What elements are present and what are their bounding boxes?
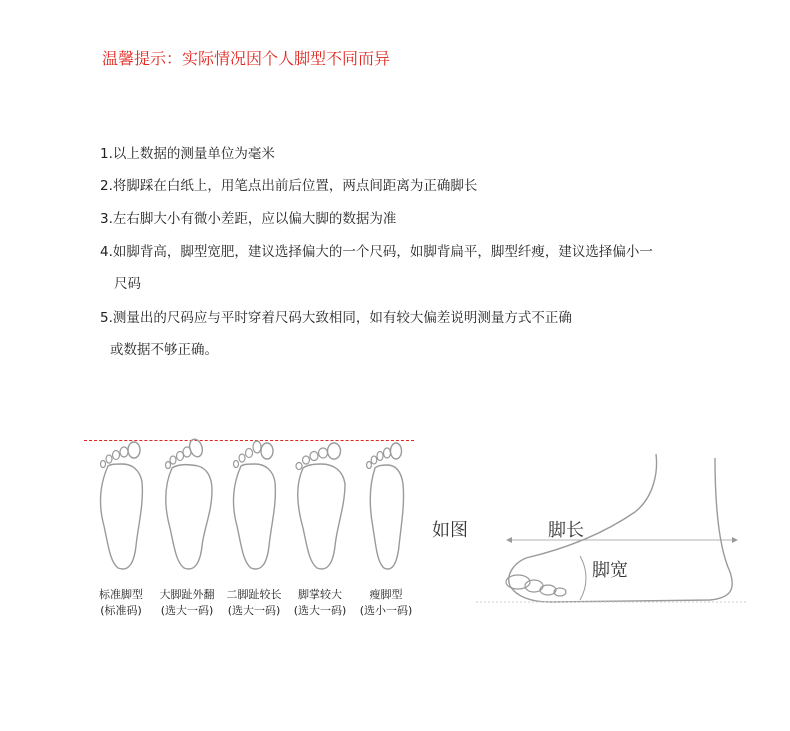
foot-slim-advice: (选小一码) <box>359 604 413 617</box>
tip-text: 温馨提示：实际情况因个人脚型不同而异 <box>102 49 391 68</box>
foot-wide-forefoot-advice: (选大一码) <box>293 604 347 617</box>
foot-long-second-toe-advice: (选大一码) <box>227 604 281 617</box>
foot-type-row <box>80 434 420 624</box>
note-2: 2.将脚踩在白纸上，用笔点出前后位置，两点间距离为正确脚长 <box>100 178 478 194</box>
foot-standard <box>88 434 154 624</box>
foot-wide-forefoot-name: 脚掌较大 <box>298 588 342 601</box>
foot-slim-icon <box>359 434 413 574</box>
note-4: 4.如脚背高，脚型宽肥，建议选择偏大的一个尺码，如脚背扁平，脚型纤瘦，建议选择偏小一 <box>100 244 653 260</box>
foot-long-second-toe <box>221 434 287 624</box>
foot-bunion-name: 大脚趾外翻 <box>159 588 215 601</box>
foot-width-label: 脚宽 <box>592 560 628 581</box>
note-3: 3.左右脚大小有微小差距，应以偏大脚的数据为准 <box>100 211 397 227</box>
foot-slim <box>353 434 419 624</box>
foot-bunion-icon <box>160 434 214 574</box>
foot-standard-icon <box>94 434 148 574</box>
foot-wide-forefoot <box>287 434 353 624</box>
foot-bunion-advice: (选大一码) <box>160 604 214 617</box>
foot-standard-advice: (标准码) <box>100 604 142 617</box>
foot-wide-forefoot-icon <box>293 434 347 574</box>
note-4-continued: 尺码 <box>114 276 141 292</box>
foot-standard-name: 标准脚型 <box>99 588 143 601</box>
foot-bunion <box>154 434 220 624</box>
foot-long-second-toe-icon <box>227 434 281 574</box>
side-view-caption: 如图 <box>432 520 468 541</box>
note-5-continued: 或数据不够正确。 <box>110 342 218 358</box>
side-view-illustration <box>430 440 750 620</box>
note-1: 1.以上数据的测量单位为毫米 <box>100 146 275 162</box>
foot-long-second-toe-name: 二脚趾较长 <box>226 588 282 601</box>
foot-side-icon <box>430 440 750 620</box>
note-5: 5.测量出的尺码应与平时穿着尺码大致相同，如有较大偏差说明测量方式不正确 <box>100 310 572 326</box>
foot-length-label: 脚长 <box>548 520 584 541</box>
foot-slim-name: 瘦脚型 <box>369 588 403 601</box>
